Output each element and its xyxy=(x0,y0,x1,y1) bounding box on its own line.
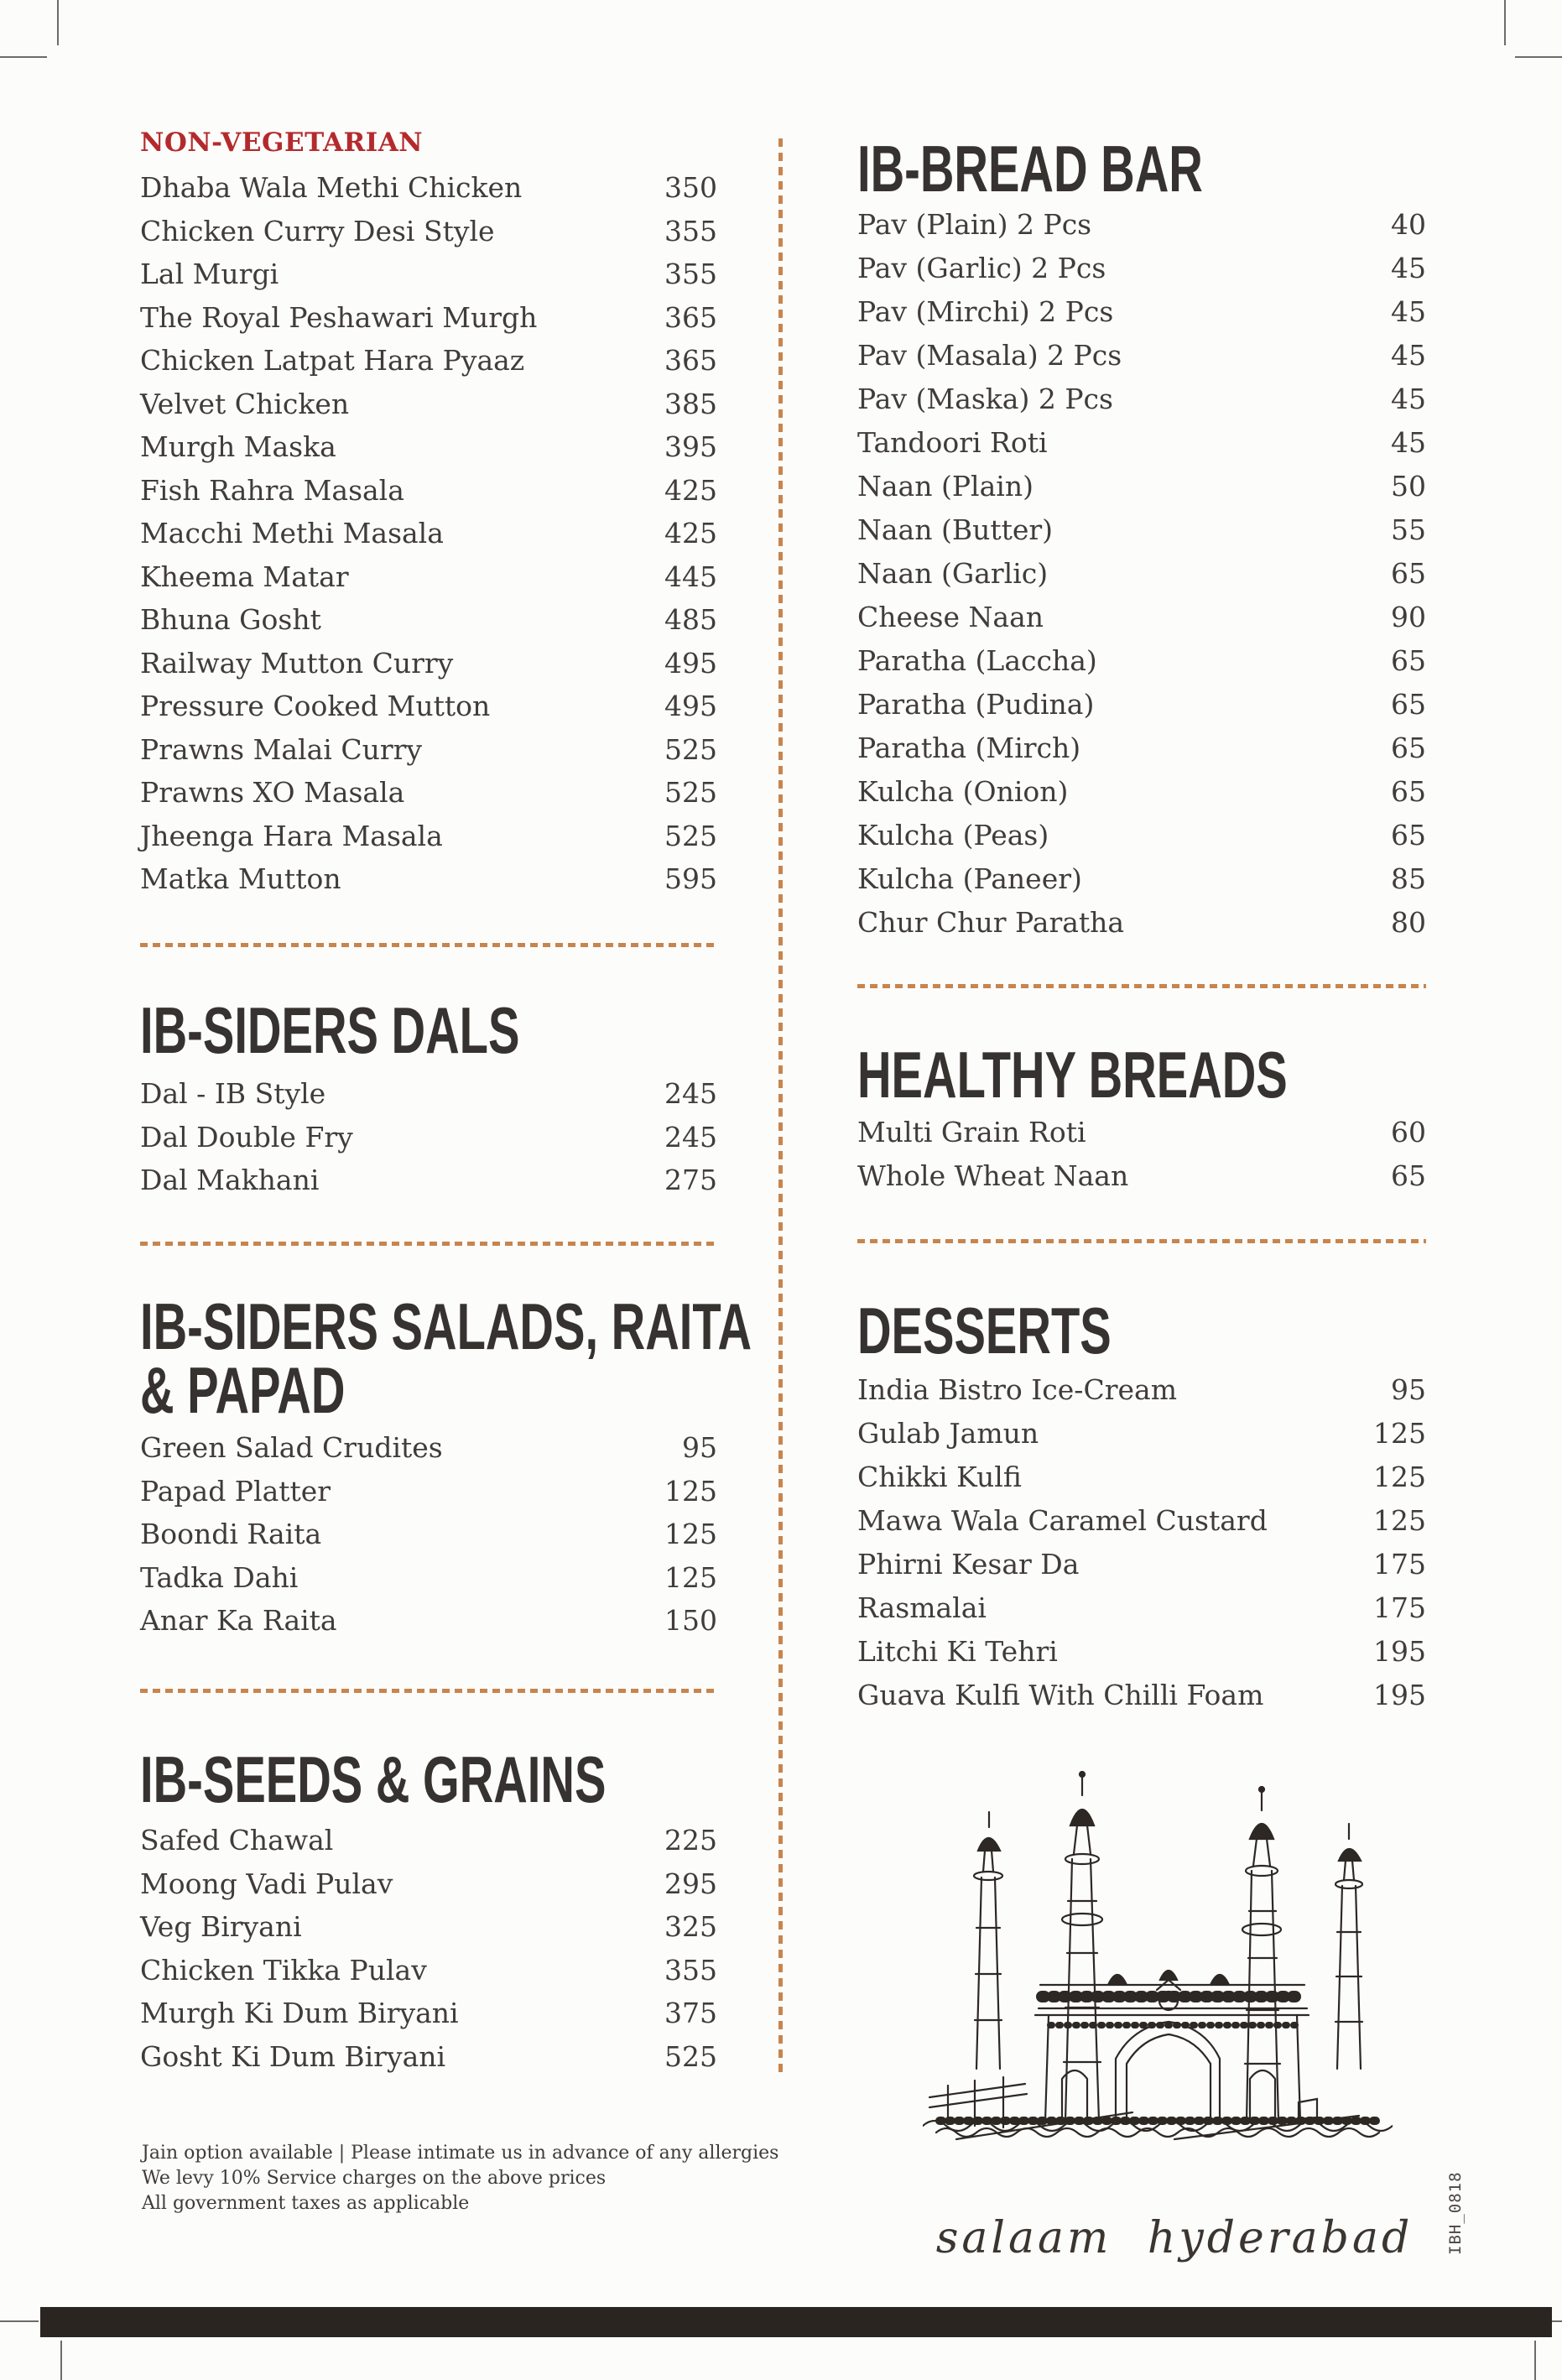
item-price: 45 xyxy=(1391,338,1426,372)
menu-item-row xyxy=(857,1411,1426,1455)
item-name: Pav (Mirchi) 2 Pcs xyxy=(857,294,1114,328)
item-name: Gosht Ki Dum Biryani xyxy=(140,2039,446,2073)
section-title-desserts: DESSERTS xyxy=(857,1294,1112,1367)
item-price: 95 xyxy=(1391,1372,1426,1406)
item-price: 525 xyxy=(664,2039,717,2073)
menu-item-row xyxy=(857,857,1426,900)
menu-item-row xyxy=(857,1629,1426,1673)
item-name: Chur Chur Paratha xyxy=(857,905,1125,939)
item-name: Gulab Jamun xyxy=(857,1416,1039,1450)
crop-mark-bottom-right-v xyxy=(1534,2341,1536,2380)
menu-item-row xyxy=(140,771,717,815)
menu-item-row xyxy=(857,420,1426,464)
item-price: 45 xyxy=(1391,294,1426,328)
menu-item-row xyxy=(857,464,1426,508)
dotted-divider xyxy=(857,984,1426,988)
desserts-list xyxy=(857,1367,1426,1716)
item-name: Dal - IB Style xyxy=(140,1077,326,1111)
menu-item-row xyxy=(857,1586,1426,1629)
item-price: 195 xyxy=(1373,1634,1426,1668)
menu-item-row xyxy=(857,377,1426,420)
section-title-ib-bread-bar: IB-BREAD BAR xyxy=(857,132,1203,206)
menu-item-row xyxy=(857,508,1426,551)
ib-bread-bar-list xyxy=(857,202,1426,944)
item-name: Chicken Latpat Hara Pyaaz xyxy=(140,344,525,378)
item-name: Prawns Malai Curry xyxy=(140,732,423,766)
item-name: India Bistro Ice-Cream xyxy=(857,1372,1177,1406)
ib-seeds-grains-list xyxy=(140,1819,717,2078)
item-name: Chicken Tikka Pulav xyxy=(140,1953,427,1987)
menu-item-row xyxy=(140,1862,717,1906)
item-name: Boondi Raita xyxy=(140,1518,322,1551)
item-price: 125 xyxy=(664,1474,717,1508)
item-name: Litchi Ki Tehri xyxy=(857,1634,1058,1668)
item-name: Prawns XO Masala xyxy=(140,776,405,810)
item-name: Kulcha (Paneer) xyxy=(857,862,1082,895)
menu-item-row xyxy=(140,339,717,383)
item-name: Railway Mutton Curry xyxy=(140,646,454,680)
menu-item-row xyxy=(857,1367,1426,1411)
item-name: Dal Makhani xyxy=(140,1164,320,1197)
menu-item-row xyxy=(140,253,717,296)
menu-item-row xyxy=(140,1159,717,1202)
item-price: 65 xyxy=(1391,687,1426,721)
item-name: Tadka Dahi xyxy=(140,1560,299,1594)
item-name: Phirni Kesar Da xyxy=(857,1547,1080,1581)
item-price: 125 xyxy=(1373,1460,1426,1493)
item-price: 385 xyxy=(664,387,717,420)
section-title-ib-siders-dals: IB-SIDERS DALS xyxy=(140,993,520,1067)
item-price: 50 xyxy=(1391,469,1426,503)
item-name: Pav (Garlic) 2 Pcs xyxy=(857,251,1106,284)
item-price: 425 xyxy=(664,473,717,507)
item-name: Pressure Cooked Mutton xyxy=(140,690,491,723)
item-price: 85 xyxy=(1391,862,1426,895)
menu-item-row xyxy=(857,900,1426,944)
item-name: The Royal Peshawari Murgh xyxy=(140,300,538,334)
item-price: 350 xyxy=(664,171,717,205)
item-price: 195 xyxy=(1373,1678,1426,1711)
dotted-divider xyxy=(140,1689,717,1693)
menu-item-row xyxy=(140,1513,717,1556)
item-name: Moong Vadi Pulav xyxy=(140,1867,393,1900)
item-name: Mawa Wala Caramel Custard xyxy=(857,1503,1268,1537)
item-price: 225 xyxy=(664,1824,717,1857)
menu-item-row xyxy=(857,202,1426,246)
caption-salaam-hyderabad: salaam hyderabad xyxy=(935,2213,1414,2263)
item-name: Naan (Butter) xyxy=(857,513,1054,546)
menu-item-row xyxy=(140,210,717,253)
print-code: IBH_0818 xyxy=(1446,2171,1465,2255)
menu-item-row xyxy=(140,857,717,901)
item-price: 45 xyxy=(1391,382,1426,415)
charminar-illustration xyxy=(923,1760,1393,2217)
item-price: 325 xyxy=(664,1910,717,1944)
menu-item-row xyxy=(140,598,717,642)
item-name: Pav (Plain) 2 Pcs xyxy=(857,207,1092,241)
item-name: Paratha (Laccha) xyxy=(857,643,1097,677)
section-title-ib-siders-salads-raita-papad: IB-SIDERS SALADS, RAITA & PAPAD xyxy=(140,1289,752,1427)
item-price: 150 xyxy=(664,1604,717,1638)
menu-item-row xyxy=(857,551,1426,595)
menu-item-row xyxy=(140,2035,717,2079)
item-price: 65 xyxy=(1391,731,1426,764)
dotted-divider xyxy=(140,1242,717,1246)
item-name: Fish Rahra Masala xyxy=(140,473,404,507)
menu-item-row xyxy=(857,813,1426,857)
menu-item-row xyxy=(140,383,717,426)
menu-item-row xyxy=(857,1498,1426,1542)
menu-item-row xyxy=(140,1992,717,2035)
item-name: Anar Ka Raita xyxy=(140,1604,337,1638)
menu-item-row xyxy=(140,1556,717,1600)
item-name: Matka Mutton xyxy=(140,862,341,896)
item-name: Green Salad Crudites xyxy=(140,1431,443,1465)
menu-item-row xyxy=(857,726,1426,769)
item-price: 65 xyxy=(1391,818,1426,851)
item-price: 375 xyxy=(664,1997,717,2030)
item-name: Pav (Masala) 2 Pcs xyxy=(857,338,1122,372)
item-name: Kulcha (Peas) xyxy=(857,818,1049,851)
item-price: 245 xyxy=(664,1077,717,1111)
item-name: Jheenga Hara Masala xyxy=(140,819,443,852)
menu-item-row xyxy=(857,595,1426,638)
item-name: Rasmalai xyxy=(857,1591,987,1624)
item-price: 65 xyxy=(1391,1159,1426,1192)
item-price: 425 xyxy=(664,517,717,550)
item-name: Naan (Garlic) xyxy=(857,556,1049,590)
item-price: 525 xyxy=(664,819,717,852)
item-name: Dhaba Wala Methi Chicken xyxy=(140,171,523,205)
healthy-breads-list xyxy=(857,1110,1426,1197)
item-price: 485 xyxy=(664,603,717,637)
footnote-taxes: All government taxes as applicable xyxy=(142,2193,470,2214)
item-name: Kulcha (Onion) xyxy=(857,774,1069,808)
item-price: 65 xyxy=(1391,556,1426,590)
item-name: Chicken Curry Desi Style xyxy=(140,214,495,247)
item-price: 40 xyxy=(1391,207,1426,241)
item-name: Papad Platter xyxy=(140,1474,331,1508)
dotted-divider xyxy=(857,1239,1426,1243)
menu-item-row xyxy=(857,638,1426,682)
item-name: Bhuna Gosht xyxy=(140,603,321,637)
crop-mark-top-left-h xyxy=(0,56,47,58)
item-name: Cheese Naan xyxy=(857,600,1044,633)
item-name: Velvet Chicken xyxy=(140,387,350,420)
menu-item-row xyxy=(140,642,717,685)
item-price: 65 xyxy=(1391,643,1426,677)
ib-siders-dals-list xyxy=(140,1072,717,1202)
item-name: Guava Kulfi With Chilli Foam xyxy=(857,1678,1264,1711)
menu-item-row xyxy=(140,1905,717,1949)
item-price: 80 xyxy=(1391,905,1426,939)
item-name: Pav (Maska) 2 Pcs xyxy=(857,382,1113,415)
item-price: 355 xyxy=(664,214,717,247)
item-name: Naan (Plain) xyxy=(857,469,1034,503)
menu-item-row xyxy=(140,555,717,599)
menu-item-row xyxy=(140,1599,717,1643)
menu-item-row xyxy=(140,512,717,555)
item-price: 65 xyxy=(1391,774,1426,808)
item-price: 525 xyxy=(664,776,717,810)
item-name: Murgh Maska xyxy=(140,430,336,464)
footnote-allergies: Jain option available | Please intimate us in advance of any allergies xyxy=(142,2143,779,2164)
item-name: Murgh Ki Dum Biryani xyxy=(140,1997,459,2030)
menu-item-row xyxy=(857,1154,1426,1197)
item-price: 60 xyxy=(1391,1115,1426,1148)
item-name: Tandoori Roti xyxy=(857,425,1048,459)
dotted-divider xyxy=(140,943,717,947)
item-price: 495 xyxy=(664,690,717,723)
item-price: 45 xyxy=(1391,425,1426,459)
item-name: Lal Murgi xyxy=(140,258,279,291)
item-price: 595 xyxy=(664,862,717,896)
item-name: Multi Grain Roti xyxy=(857,1115,1086,1148)
menu-item-row xyxy=(140,296,717,340)
item-price: 45 xyxy=(1391,251,1426,284)
menu-item-row xyxy=(140,1116,717,1159)
item-price: 525 xyxy=(664,732,717,766)
menu-item-row xyxy=(857,289,1426,333)
crop-mark-top-left-v xyxy=(57,0,59,45)
item-price: 55 xyxy=(1391,513,1426,546)
item-name: Paratha (Mirch) xyxy=(857,731,1081,764)
item-price: 245 xyxy=(664,1120,717,1154)
item-price: 125 xyxy=(1373,1503,1426,1537)
item-price: 125 xyxy=(664,1518,717,1551)
menu-item-row xyxy=(140,1949,717,1992)
item-price: 90 xyxy=(1391,600,1426,633)
item-name: Safed Chawal xyxy=(140,1824,334,1857)
menu-item-row xyxy=(140,1426,717,1470)
footer-bar xyxy=(40,2307,1552,2337)
item-price: 445 xyxy=(664,560,717,593)
section-title-healthy-breads: HEALTHY BREADS xyxy=(857,1038,1288,1112)
menu-item-row xyxy=(140,1072,717,1116)
crop-mark-bottom-left-h xyxy=(0,2320,39,2322)
crop-mark-bottom-left-v xyxy=(60,2341,62,2380)
item-name: Dal Double Fry xyxy=(140,1120,353,1154)
item-name: Kheema Matar xyxy=(140,560,349,593)
item-name: Chikki Kulfi xyxy=(857,1460,1022,1493)
item-price: 295 xyxy=(664,1867,717,1900)
non-vegetarian-list xyxy=(140,166,717,901)
item-name: Paratha (Pudina) xyxy=(857,687,1095,721)
menu-item-row xyxy=(857,246,1426,289)
item-price: 365 xyxy=(664,344,717,378)
footnote-service-charge: We levy 10% Service charges on the above prices xyxy=(142,2168,607,2189)
menu-item-row xyxy=(857,1455,1426,1498)
menu-item-row xyxy=(140,685,717,728)
item-price: 175 xyxy=(1373,1591,1426,1624)
menu-item-row xyxy=(140,728,717,772)
menu-item-row xyxy=(140,1470,717,1513)
ib-siders-salads-list xyxy=(140,1426,717,1643)
crop-mark-top-right-v xyxy=(1504,0,1506,45)
column-dotted-divider xyxy=(778,138,783,2078)
item-price: 355 xyxy=(664,1953,717,1987)
menu-item-row xyxy=(140,166,717,210)
item-price: 365 xyxy=(664,300,717,334)
footnotes xyxy=(142,2141,778,2216)
menu-item-row xyxy=(140,469,717,513)
item-name: Macchi Methi Masala xyxy=(140,517,444,550)
crop-mark-top-right-h xyxy=(1515,56,1562,58)
menu-item-row xyxy=(857,769,1426,813)
item-price: 495 xyxy=(664,646,717,680)
section-title-non-vegetarian: NON-VEGETARIAN xyxy=(140,128,424,158)
item-name: Veg Biryani xyxy=(140,1910,302,1944)
item-name: Whole Wheat Naan xyxy=(857,1159,1129,1192)
item-price: 175 xyxy=(1373,1547,1426,1581)
menu-item-row xyxy=(857,333,1426,377)
section-title-ib-seeds-grains: IB-SEEDS & GRAINS xyxy=(140,1742,607,1816)
menu-item-row xyxy=(857,1542,1426,1586)
menu-item-row xyxy=(140,815,717,858)
menu-item-row xyxy=(140,425,717,469)
item-price: 125 xyxy=(664,1560,717,1594)
menu-item-row xyxy=(857,682,1426,726)
item-price: 275 xyxy=(664,1164,717,1197)
menu-item-row xyxy=(140,1819,717,1862)
item-price: 355 xyxy=(664,258,717,291)
item-price: 95 xyxy=(682,1431,717,1465)
item-price: 125 xyxy=(1373,1416,1426,1450)
menu-item-row xyxy=(857,1673,1426,1716)
item-price: 395 xyxy=(664,430,717,464)
menu-item-row xyxy=(857,1110,1426,1154)
